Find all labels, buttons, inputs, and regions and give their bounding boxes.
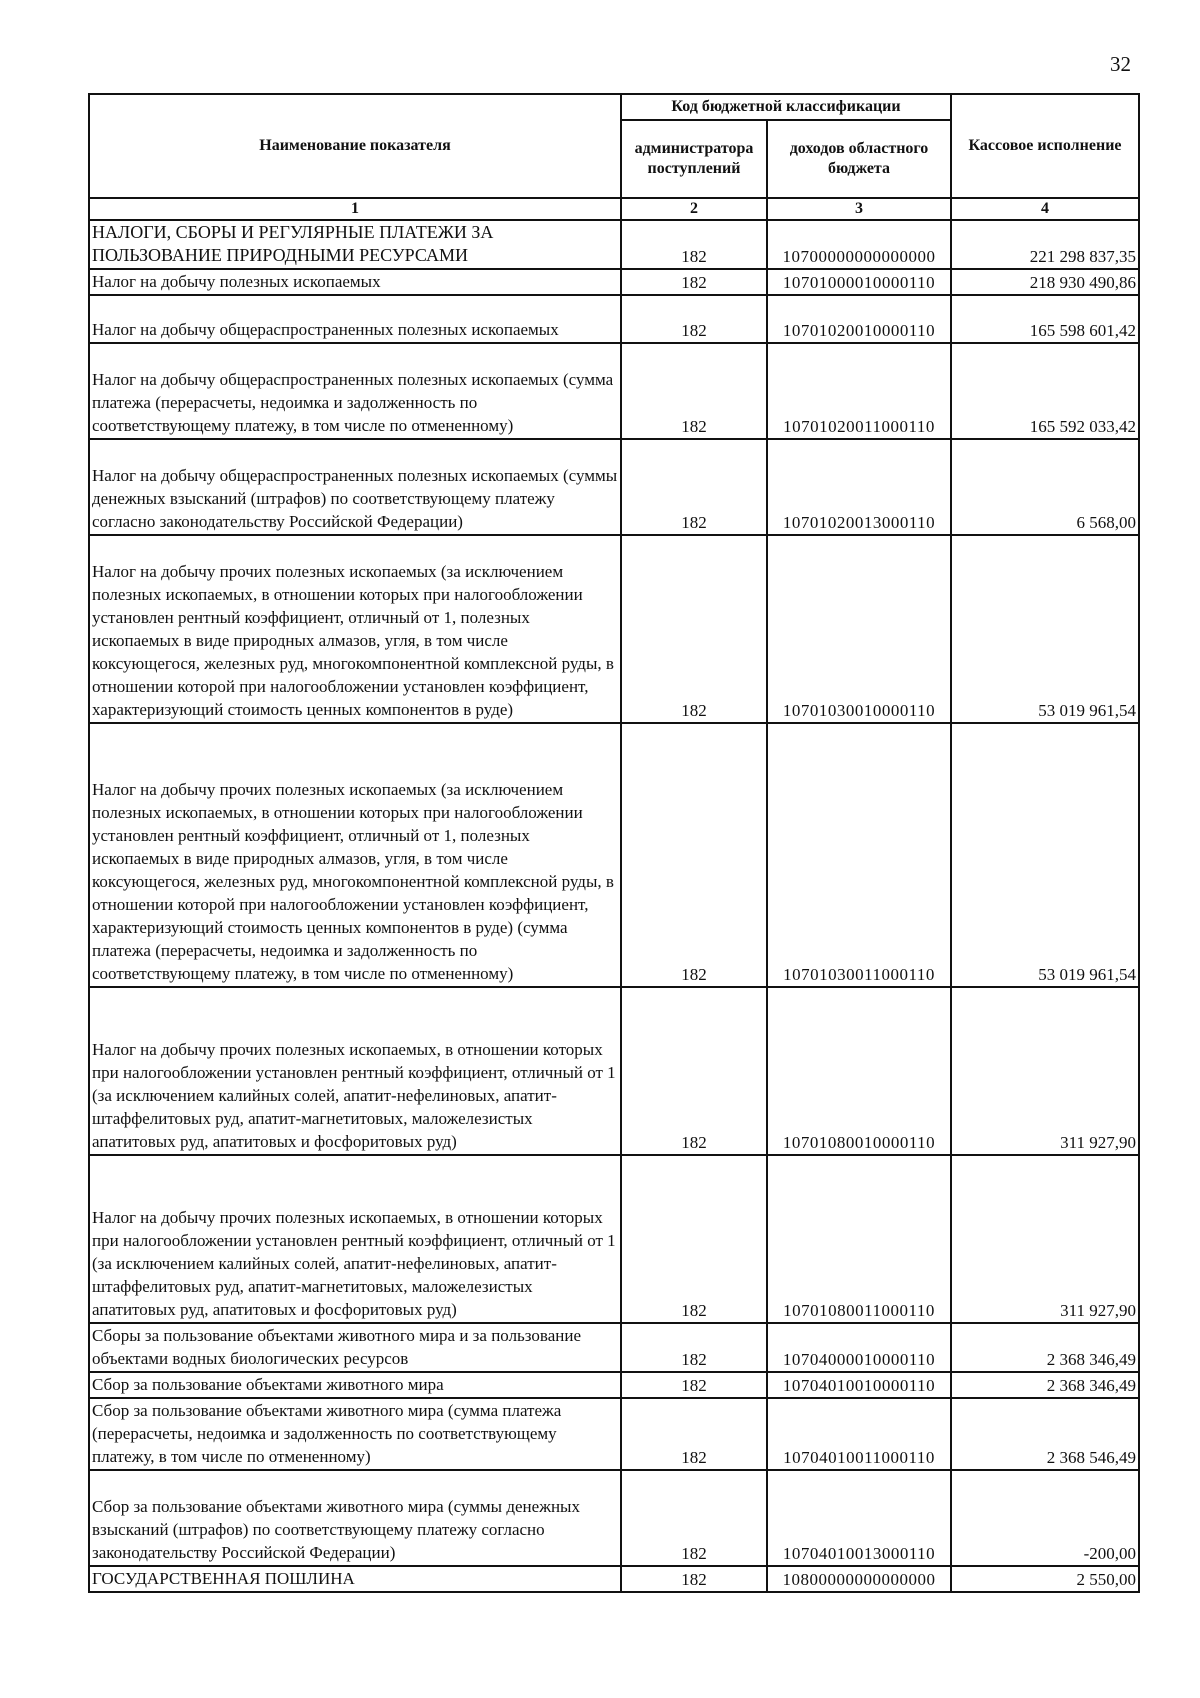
header-admin: администратора поступлений	[621, 120, 767, 198]
row-name: Налог на добычу общераспространенных полезных ископаемых (суммы денежных взысканий (штрафов) по соответствующему платежу согласно законодательству Российской Федерации)	[89, 439, 621, 535]
header-cash: Кассовое исполнение	[951, 94, 1139, 198]
row-name: НАЛОГИ, СБОРЫ И РЕГУЛЯРНЫЕ ПЛАТЕЖИ ЗА ПОЛЬЗОВАНИЕ ПРИРОДНЫМИ РЕСУРСАМИ	[89, 220, 621, 269]
row-amount: 165 592 033,42	[951, 343, 1139, 439]
column-number: 4	[951, 198, 1139, 220]
row-income-code: 10700000000000000	[767, 220, 951, 269]
row-admin-code: 182	[621, 1398, 767, 1470]
row-income-code: 10800000000000000	[767, 1566, 951, 1592]
row-admin-code: 182	[621, 1470, 767, 1566]
row-admin-code: 182	[621, 343, 767, 439]
row-amount: 53 019 961,54	[951, 535, 1139, 723]
row-name: Налог на добычу прочих полезных ископаемых, в отношении которых при налогообложении установлен рентный коэффициент, отличный от 1 (за исключением калийных солей, апатит-нефелиновых, апатит-штаффелитовых руд, апатит-магнетитовых, маложелезистых апатитовых руд, апатитовых и фосфоритовых руд)	[89, 987, 621, 1155]
row-income-code: 10701030010000110	[767, 535, 951, 723]
table-row	[89, 987, 1139, 1155]
row-amount: 165 598 601,42	[951, 295, 1139, 343]
row-income-code: 10704010011000110	[767, 1398, 951, 1470]
column-number: 3	[767, 198, 951, 220]
table-row	[89, 1323, 1139, 1372]
row-amount: 6 568,00	[951, 439, 1139, 535]
row-name: Налог на добычу прочих полезных ископаемых (за исключением полезных ископаемых, в отношении которых при налогообложении установлен рентный коэффициент, отличный от 1, полезных ископаемых в виде природных алмазов, угля, в том числе коксующегося, железных руд, многокомпонентной комплексной руды, в отношении которой при налогообложении установлен коэффициент, характеризующий стоимость ценных компонентов в руде)	[89, 535, 621, 723]
row-amount: -200,00	[951, 1470, 1139, 1566]
row-name: Сбор за пользование объектами животного мира (сумма платежа (перерасчеты, недоимка и задолженность по соответствующему платежу, в том числе по отмененному)	[89, 1398, 621, 1470]
row-admin-code: 182	[621, 220, 767, 269]
table-row	[89, 439, 1139, 535]
row-admin-code: 182	[621, 439, 767, 535]
table-row	[89, 1155, 1139, 1323]
row-income-code: 10701000010000110	[767, 269, 951, 295]
column-number: 1	[89, 198, 621, 220]
row-amount: 311 927,90	[951, 987, 1139, 1155]
row-amount: 311 927,90	[951, 1155, 1139, 1323]
row-name: Налог на добычу общераспространенных полезных ископаемых	[89, 295, 621, 343]
table-row	[89, 269, 1139, 295]
row-admin-code: 182	[621, 723, 767, 987]
table-row	[89, 295, 1139, 343]
table-row	[89, 1372, 1139, 1398]
row-admin-code: 182	[621, 269, 767, 295]
row-name: Налог на добычу общераспространенных полезных ископаемых (сумма платежа (перерасчеты, недоимка и задолженность по соответствующему платежу, в том числе по отмененному)	[89, 343, 621, 439]
header-name: Наименование показателя	[89, 94, 621, 198]
row-amount: 2 550,00	[951, 1566, 1139, 1592]
row-name: Налог на добычу прочих полезных ископаемых, в отношении которых при налогообложении установлен рентный коэффициент, отличный от 1 (за исключением калийных солей, апатит-нефелиновых, апатит-штаффелитовых руд, апатит-магнетитовых, маложелезистых апатитовых руд, апатитовых и фосфоритовых руд)	[89, 1155, 621, 1323]
row-name: Налог на добычу полезных ископаемых	[89, 269, 621, 295]
table-row	[89, 1470, 1139, 1566]
table-row	[89, 723, 1139, 987]
row-income-code: 10704010013000110	[767, 1470, 951, 1566]
table-row	[89, 343, 1139, 439]
column-number: 2	[621, 198, 767, 220]
table-header	[89, 94, 1139, 220]
row-name: Сбор за пользование объектами животного мира (суммы денежных взысканий (штрафов) по соответствующему платежу согласно законодательству Российской Федерации)	[89, 1470, 621, 1566]
row-admin-code: 182	[621, 295, 767, 343]
row-admin-code: 182	[621, 1566, 767, 1592]
table-row	[89, 535, 1139, 723]
row-amount: 53 019 961,54	[951, 723, 1139, 987]
table-body	[89, 220, 1139, 1592]
table-row	[89, 1398, 1139, 1470]
header-income: доходов областного бюджета	[767, 120, 951, 198]
header-code-group: Код бюджетной классификации	[621, 94, 951, 120]
row-amount: 221 298 837,35	[951, 220, 1139, 269]
row-admin-code: 182	[621, 1372, 767, 1398]
row-admin-code: 182	[621, 535, 767, 723]
row-income-code: 10701080011000110	[767, 1155, 951, 1323]
row-amount: 2 368 546,49	[951, 1398, 1139, 1470]
row-amount: 218 930 490,86	[951, 269, 1139, 295]
row-income-code: 10704010010000110	[767, 1372, 951, 1398]
row-name: Налог на добычу прочих полезных ископаемых (за исключением полезных ископаемых, в отношении которых при налогообложении установлен рентный коэффициент, отличный от 1, полезных ископаемых в виде природных алмазов, угля, в том числе коксующегося, железных руд, многокомпонентной комплексной руды, в отношении которой при налогообложении установлен коэффициент, характеризующий стоимость ценных компонентов в руде) (сумма платежа (перерасчеты, недоимка и задолженность по соответствующему платежу, в том числе по отмененному)	[89, 723, 621, 987]
row-admin-code: 182	[621, 987, 767, 1155]
budget-table	[88, 93, 1140, 1593]
row-admin-code: 182	[621, 1155, 767, 1323]
row-income-code: 10701080010000110	[767, 987, 951, 1155]
table-row	[89, 1566, 1139, 1592]
row-income-code: 10701020013000110	[767, 439, 951, 535]
row-income-code: 10701020010000110	[767, 295, 951, 343]
row-income-code: 10704000010000110	[767, 1323, 951, 1372]
row-income-code: 10701030011000110	[767, 723, 951, 987]
row-amount: 2 368 346,49	[951, 1323, 1139, 1372]
row-amount: 2 368 346,49	[951, 1372, 1139, 1398]
row-name: Сборы за пользование объектами животного мира и за пользование объектами водных биологических ресурсов	[89, 1323, 621, 1372]
row-income-code: 10701020011000110	[767, 343, 951, 439]
row-admin-code: 182	[621, 1323, 767, 1372]
page-number: 32	[1110, 52, 1131, 76]
table-row	[89, 220, 1139, 269]
row-name: Сбор за пользование объектами животного мира	[89, 1372, 621, 1398]
row-name: ГОСУДАРСТВЕННАЯ ПОШЛИНА	[89, 1566, 621, 1592]
